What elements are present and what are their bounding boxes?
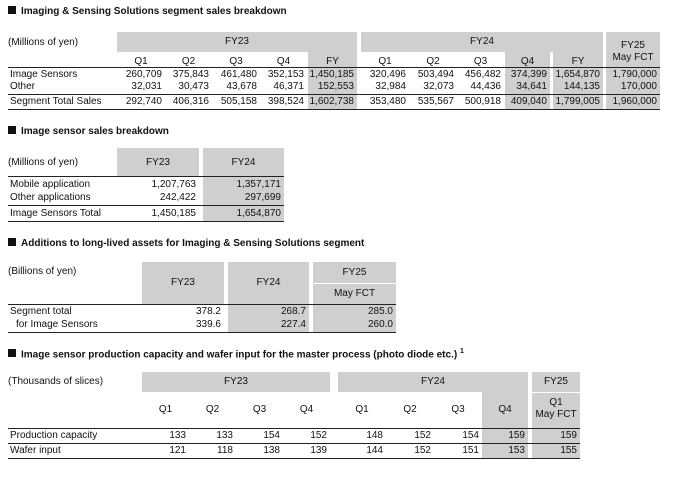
s3-header-rule — [8, 304, 396, 305]
s4-col: Q3 — [252, 404, 267, 415]
s3-cell: 339.6 — [195, 319, 221, 330]
s4-fy25-header: FY25 — [544, 376, 568, 387]
s4-fy24-header: FY24 — [421, 376, 445, 387]
s4-cell: 153 — [508, 445, 525, 456]
s1-cell: 1,790,000 — [612, 69, 657, 80]
s2-cell: 242,422 — [159, 192, 196, 203]
s2-bottom-rule — [8, 221, 284, 222]
s1-fy24-header: FY24 — [470, 36, 494, 47]
s1-cell: 535,567 — [417, 96, 454, 107]
section4-title — [8, 348, 464, 360]
bullet-square-icon — [8, 349, 16, 357]
s3-row-label: Segment total — [10, 306, 72, 317]
s4-fy23-header: FY23 — [224, 376, 248, 387]
s3-row-label: for Image Sensors — [16, 319, 98, 330]
s1-cell: 1,799,005 — [555, 96, 600, 107]
s1-cell: 505,158 — [220, 96, 257, 107]
s3-fy25-divider — [313, 283, 396, 284]
s1-cell: 320,496 — [369, 69, 406, 80]
s1-cell: 32,984 — [375, 81, 406, 92]
s1-col-fyb: FY — [571, 56, 585, 67]
s1-cell: 1,602,738 — [309, 96, 354, 107]
s4-col: Q4 — [299, 404, 314, 415]
bullet-square-icon — [8, 126, 16, 134]
s1-cell: 503,494 — [417, 69, 454, 80]
section3-title-text: Additions to long-lived assets for Imaging & Sensing Solutions segment — [21, 238, 365, 249]
s4-col: Q4 — [498, 404, 512, 415]
s4-cell: 154 — [263, 430, 280, 441]
s1-cell: 374,399 — [510, 69, 547, 80]
s3-col-fy25-sub: May FCT — [333, 288, 376, 299]
s2-row-label: Image Sensors Total — [10, 208, 101, 219]
s1-cell: 30,473 — [178, 81, 209, 92]
s1-cell: 1,450,185 — [309, 69, 354, 80]
s1-cell: 353,480 — [369, 96, 406, 107]
s2-col-fy24: FY24 — [231, 157, 256, 168]
s4-cell: 152 — [414, 430, 431, 441]
s4-cell: 133 — [169, 430, 186, 441]
s4-cell: 138 — [263, 445, 280, 456]
s4-cell: 159 — [560, 430, 577, 441]
section2-title — [8, 126, 169, 137]
s2-total-rule — [8, 205, 284, 206]
section4-title-text: Image sensor production capacity and wafer input for the master process (photo diode etc.) — [21, 349, 458, 361]
s1-cell: 409,040 — [510, 96, 547, 107]
s1-row-label: Segment Total Sales — [10, 96, 102, 107]
s4-row-label: Production capacity — [10, 430, 98, 441]
s1-col-q4b: Q4 — [520, 56, 535, 67]
s2-cell: 1,357,171 — [236, 179, 281, 190]
s1-cell: 406,316 — [172, 96, 209, 107]
section1-unit: (Millions of yen) — [8, 37, 79, 48]
s2-cell: 1,654,870 — [236, 208, 281, 219]
s1-cell: 43,678 — [226, 81, 257, 92]
section4-unit: (Thousands of slices) — [8, 376, 104, 387]
s4-col: Q1 — [355, 404, 369, 415]
s4-col-fy25-sub: May FCT — [535, 409, 577, 420]
s1-col-q1b: Q1 — [378, 56, 392, 67]
s2-row-label: Other applications — [10, 192, 91, 203]
s1-bottom-rule — [8, 109, 660, 110]
s1-cell: 456,482 — [464, 69, 501, 80]
s3-cell: 227.4 — [280, 319, 306, 330]
s3-cell: 268.7 — [280, 306, 306, 317]
s1-cell: 44,436 — [470, 81, 501, 92]
s3-col-fy23: FY23 — [171, 277, 195, 288]
s1-cell: 144,135 — [563, 81, 600, 92]
s4-col: Q2 — [205, 404, 220, 415]
bullet-square-icon — [8, 6, 16, 14]
s4-cell: 139 — [310, 445, 327, 456]
s1-cell: 461,480 — [220, 69, 257, 80]
s4-cell: 152 — [414, 445, 431, 456]
s4-row-label: Wafer input — [10, 445, 61, 456]
s1-col-q1: Q1 — [134, 56, 148, 67]
s1-header-rule — [8, 67, 660, 68]
s3-cell: 285.0 — [367, 306, 393, 317]
s1-row-label: Other — [10, 81, 36, 92]
s3-cell: 378.2 — [195, 306, 221, 317]
s1-fy25-header: FY25 — [621, 40, 645, 51]
s3-bottom-rule — [8, 332, 396, 333]
s4-col-fy25-q1: Q1 — [549, 397, 563, 408]
s1-row-label: Image Sensors — [10, 69, 78, 80]
section2-title-text: Image sensor sales breakdown — [21, 126, 169, 137]
s4-cell: 133 — [216, 430, 233, 441]
section3-unit: (Billions of yen) — [8, 266, 77, 277]
s4-cell: 148 — [366, 430, 383, 441]
s4-cell: 155 — [560, 445, 577, 456]
s1-fy23-header: FY23 — [225, 36, 249, 47]
s1-cell: 32,073 — [423, 81, 454, 92]
s4-cell: 154 — [462, 430, 479, 441]
s2-header-rule — [8, 176, 284, 177]
s4-col: Q2 — [403, 404, 417, 415]
s4-cell: 151 — [462, 445, 479, 456]
s1-cell: 46,371 — [273, 81, 304, 92]
s1-cell: 260,709 — [125, 69, 162, 80]
s2-cell: 1,207,763 — [151, 179, 196, 190]
s1-col-q3: Q3 — [229, 56, 243, 67]
s3-col-fy25: FY25 — [342, 267, 367, 278]
s1-total-rule — [8, 94, 660, 95]
s3-col-fy24: FY24 — [256, 277, 281, 288]
s1-col-fy: FY — [326, 56, 339, 67]
section2-unit: (Millions of yen) — [8, 157, 79, 168]
s1-col-q2b: Q2 — [426, 56, 440, 67]
s2-cell: 297,699 — [244, 192, 281, 203]
s4-fy25-divider — [532, 392, 580, 393]
s1-cell: 34,641 — [516, 81, 547, 92]
s1-col-q4: Q4 — [276, 56, 291, 67]
s1-cell: 152,553 — [317, 81, 354, 92]
s1-cell: 1,960,000 — [612, 96, 657, 107]
footnote-marker: 1 — [459, 348, 464, 355]
section3-title — [8, 238, 364, 249]
bullet-square-icon — [8, 238, 16, 246]
s4-header-rule — [8, 428, 580, 429]
s1-cell: 292,740 — [125, 96, 162, 107]
section1-title — [8, 6, 287, 17]
s1-cell: 170,000 — [620, 81, 657, 92]
s4-cell: 118 — [217, 445, 233, 456]
s4-cell: 144 — [366, 445, 383, 456]
s1-cell: 1,654,870 — [555, 69, 600, 80]
s4-col: Q1 — [158, 404, 173, 415]
s1-fy25-sub: May FCT — [612, 52, 654, 63]
s2-col-fy23: FY23 — [146, 157, 170, 168]
s3-cell: 260.0 — [367, 319, 393, 330]
s4-cell: 121 — [169, 445, 186, 456]
s1-cell: 375,843 — [172, 69, 209, 80]
s1-col-q2: Q2 — [181, 56, 196, 67]
s4-col: Q3 — [451, 404, 465, 415]
s4-row-rule — [8, 443, 580, 444]
s1-cell: 32,031 — [131, 81, 162, 92]
s4-cell: 159 — [508, 430, 525, 441]
s1-cell: 500,918 — [464, 96, 501, 107]
section1-title-text: Imaging & Sensing Solutions segment sales breakdown — [21, 6, 287, 17]
s4-cell: 152 — [310, 430, 327, 441]
s2-cell: 1,450,185 — [151, 208, 196, 219]
s1-col-q3b: Q3 — [473, 56, 488, 67]
s1-cell: 352,153 — [267, 69, 304, 80]
s2-row-label: Mobile application — [10, 179, 91, 190]
s4-bottom-rule — [8, 458, 580, 459]
s1-cell: 398,524 — [267, 96, 304, 107]
